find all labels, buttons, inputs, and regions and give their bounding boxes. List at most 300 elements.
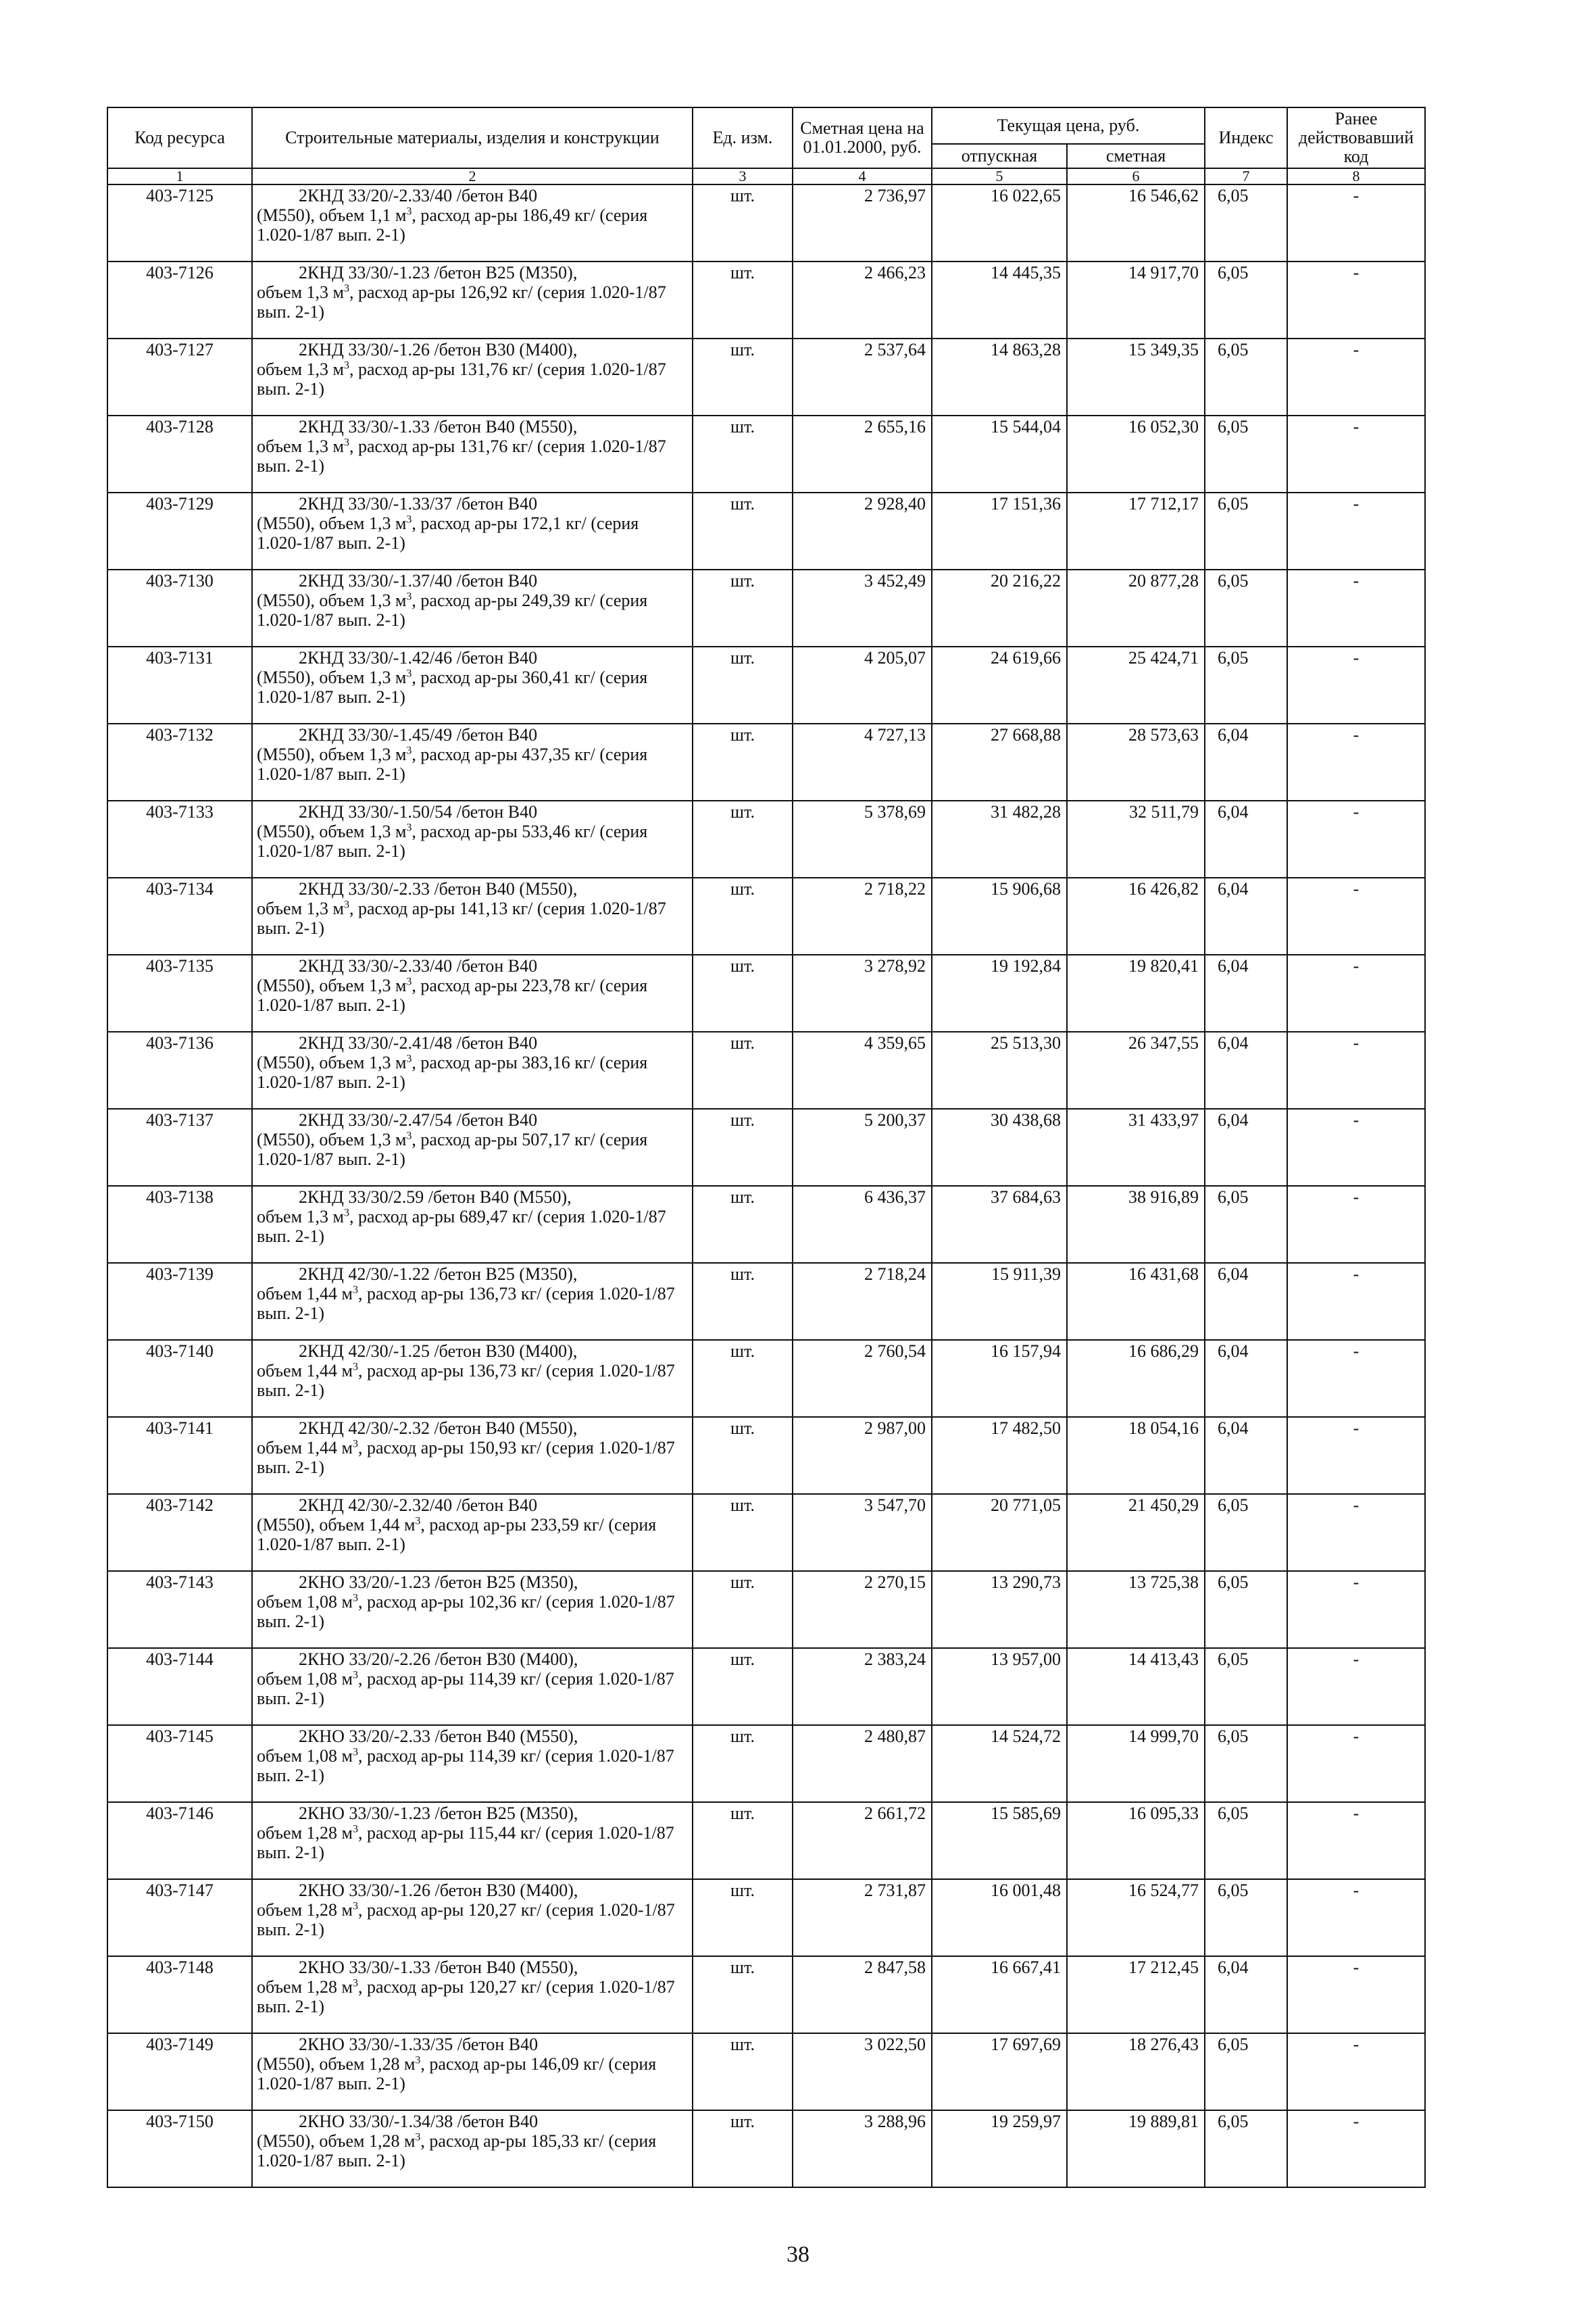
description-line-2: объем 1,28 м	[257, 1977, 353, 1997]
description-line-1: 2КНД 33/30/-1.26 /бетон В30 (М400),	[299, 340, 578, 359]
description-line-1: 2КНД 33/30/-1.42/46 /бетон В40	[299, 648, 538, 668]
unit-of-measure: шт.	[693, 1879, 793, 1956]
description-line-2: объем 1,44 м	[257, 1284, 353, 1303]
estimate-price: 17 212,45	[1067, 1956, 1205, 2033]
table-row	[107, 878, 1425, 955]
release-price: 16 022,65	[932, 184, 1067, 262]
description-rest: , расход ар-ры 533,46 кг/ (серия 1.020-1/87 вып. 2-1)	[257, 822, 648, 861]
previous-code: -	[1287, 724, 1425, 801]
description-rest: , расход ар-ры 172,1 кг/ (серия 1.020-1/87 вып. 2-1)	[257, 514, 639, 553]
material-description	[252, 801, 693, 878]
table-row	[107, 1340, 1425, 1417]
material-description	[252, 1186, 693, 1263]
price-index: 6,05	[1205, 1186, 1287, 1263]
table-body	[107, 184, 1425, 2187]
description-rest: , расход ар-ры 437,35 кг/ (серия 1.020-1/87 вып. 2-1)	[257, 745, 648, 784]
cubic-superscript: 3	[406, 514, 412, 526]
cubic-superscript: 3	[406, 976, 412, 988]
column-number-6: 6	[1067, 168, 1205, 184]
description-line-1: 2КНД 33/30/-1.50/54 /бетон В40	[299, 802, 538, 822]
cubic-superscript: 3	[406, 822, 412, 834]
unit-of-measure: шт.	[693, 1725, 793, 1802]
unit-of-measure: шт.	[693, 1571, 793, 1648]
previous-code: -	[1287, 2033, 1425, 2110]
price-index: 6,04	[1205, 1340, 1287, 1417]
description-line-2: объем 1,3 м	[257, 359, 344, 379]
header-previous-code: Ранее действовавший код	[1287, 107, 1425, 168]
description-line-1: 2КНД 33/30/2.59 /бетон В40 (М550),	[299, 1187, 572, 1207]
estimate-price: 17 712,17	[1067, 493, 1205, 570]
release-price: 13 957,00	[932, 1648, 1067, 1725]
unit-of-measure: шт.	[693, 493, 793, 570]
cubic-superscript: 3	[415, 1515, 421, 1527]
resource-code: 403-7145	[107, 1725, 252, 1802]
price-2000: 4 359,65	[793, 1032, 932, 1109]
table-row	[107, 493, 1425, 570]
estimate-price: 20 877,28	[1067, 570, 1205, 647]
material-description	[252, 1417, 693, 1494]
estimate-price: 15 349,35	[1067, 339, 1205, 416]
release-price: 16 001,48	[932, 1879, 1067, 1956]
unit-of-measure: шт.	[693, 1340, 793, 1417]
price-index: 6,05	[1205, 1494, 1287, 1571]
cubic-superscript: 3	[406, 668, 412, 680]
estimate-price: 16 524,77	[1067, 1879, 1205, 1956]
resource-price-table	[107, 107, 1426, 2188]
description-line-2: объем 1,3 м	[257, 1207, 344, 1226]
price-2000: 2 731,87	[793, 1879, 932, 1956]
cubic-superscript: 3	[343, 282, 349, 295]
previous-code: -	[1287, 262, 1425, 339]
previous-code: -	[1287, 1494, 1425, 1571]
description-line-1: 2КНД 42/30/-1.22 /бетон В25 (М350),	[299, 1264, 578, 1284]
description-rest: , расход ар-ры 126,92 кг/ (серия 1.020-1/87 вып. 2-1)	[257, 282, 666, 322]
description-line-1: 2КНД 33/30/-1.33/37 /бетон В40	[299, 494, 538, 514]
material-description	[252, 1494, 693, 1571]
price-index: 6,04	[1205, 724, 1287, 801]
price-2000: 2 661,72	[793, 1802, 932, 1879]
price-2000: 2 655,16	[793, 416, 932, 493]
material-description	[252, 1109, 693, 1186]
price-2000: 3 452,49	[793, 570, 932, 647]
table-row	[107, 2110, 1425, 2187]
material-description	[252, 570, 693, 647]
price-2000: 2 928,40	[793, 493, 932, 570]
table-row	[107, 1648, 1425, 1725]
estimate-price: 26 347,55	[1067, 1032, 1205, 1109]
release-price: 14 524,72	[932, 1725, 1067, 1802]
description-line-1: 2КНО 33/30/-1.33/35 /бетон В40	[299, 2035, 539, 2054]
description-rest: , расход ар-ры 383,16 кг/ (серия 1.020-1/87 вып. 2-1)	[257, 1053, 648, 1092]
cubic-superscript: 3	[352, 1284, 358, 1296]
price-index: 6,05	[1205, 1725, 1287, 1802]
estimate-price: 13 725,38	[1067, 1571, 1205, 1648]
release-price: 30 438,68	[932, 1109, 1067, 1186]
header-resource-code: Код ресурса	[107, 107, 252, 168]
previous-code: -	[1287, 1109, 1425, 1186]
price-2000: 4 727,13	[793, 724, 932, 801]
description-rest: , расход ар-ры 115,44 кг/ (серия 1.020-1/87 вып. 2-1)	[257, 1823, 674, 1862]
material-description	[252, 1956, 693, 2033]
release-price: 17 151,36	[932, 493, 1067, 570]
estimate-price: 16 426,82	[1067, 878, 1205, 955]
price-index: 6,05	[1205, 416, 1287, 493]
price-index: 6,04	[1205, 955, 1287, 1032]
description-line-1: 2КНО 33/30/-1.33 /бетон В40 (М550),	[299, 1958, 578, 1977]
previous-code: -	[1287, 1032, 1425, 1109]
price-index: 6,05	[1205, 1879, 1287, 1956]
estimate-price: 19 820,41	[1067, 955, 1205, 1032]
material-description	[252, 416, 693, 493]
unit-of-measure: шт.	[693, 339, 793, 416]
resource-code: 403-7125	[107, 184, 252, 262]
price-2000: 2 270,15	[793, 1571, 932, 1648]
resource-code: 403-7131	[107, 647, 252, 724]
cubic-superscript: 3	[415, 2131, 421, 2143]
price-index: 6,04	[1205, 1109, 1287, 1186]
previous-code: -	[1287, 1186, 1425, 1263]
estimate-price: 18 276,43	[1067, 2033, 1205, 2110]
description-line-2: (М550), объем 1,28 м	[257, 2054, 416, 2074]
description-line-2: объем 1,08 м	[257, 1669, 353, 1689]
description-line-1: 2КНД 33/30/-1.33 /бетон В40 (М550),	[299, 417, 578, 437]
resource-code: 403-7133	[107, 801, 252, 878]
previous-code: -	[1287, 493, 1425, 570]
material-description	[252, 878, 693, 955]
previous-code: -	[1287, 1571, 1425, 1648]
description-line-2: (М550), объем 1,1 м	[257, 205, 407, 225]
cubic-superscript: 3	[343, 437, 349, 449]
column-number-1: 1	[107, 168, 252, 184]
price-2000: 2 718,24	[793, 1263, 932, 1340]
table-row	[107, 1032, 1425, 1109]
previous-code: -	[1287, 1802, 1425, 1879]
unit-of-measure: шт.	[693, 1494, 793, 1571]
price-index: 6,05	[1205, 2110, 1287, 2187]
material-description	[252, 1879, 693, 1956]
description-rest: , расход ар-ры 136,73 кг/ (серия 1.020-1/87 вып. 2-1)	[257, 1361, 675, 1400]
unit-of-measure: шт.	[693, 1956, 793, 2033]
description-rest: , расход ар-ры 186,49 кг/ (серия 1.020-1/87 вып. 2-1)	[257, 205, 648, 245]
release-price: 20 771,05	[932, 1494, 1067, 1571]
description-line-2: (М550), объем 1,3 м	[257, 1053, 407, 1072]
release-price: 15 585,69	[932, 1802, 1067, 1879]
price-index: 6,05	[1205, 570, 1287, 647]
resource-code: 403-7140	[107, 1340, 252, 1417]
resource-code: 403-7149	[107, 2033, 252, 2110]
price-2000: 2 736,97	[793, 184, 932, 262]
description-rest: , расход ар-ры 141,13 кг/ (серия 1.020-1/87 вып. 2-1)	[257, 899, 666, 938]
price-index: 6,05	[1205, 1648, 1287, 1725]
unit-of-measure: шт.	[693, 955, 793, 1032]
header-index: Индекс	[1205, 107, 1287, 168]
unit-of-measure: шт.	[693, 647, 793, 724]
release-price: 20 216,22	[932, 570, 1067, 647]
table-row	[107, 1494, 1425, 1571]
material-description	[252, 1802, 693, 1879]
description-line-1: 2КНД 33/30/-1.37/40 /бетон В40	[299, 571, 538, 591]
price-index: 6,05	[1205, 647, 1287, 724]
release-price: 25 513,30	[932, 1032, 1067, 1109]
price-index: 6,05	[1205, 339, 1287, 416]
description-rest: , расход ар-ры 185,33 кг/ (серия 1.020-1/87 вып. 2-1)	[257, 2131, 657, 2170]
cubic-superscript: 3	[406, 591, 412, 603]
resource-code: 403-7129	[107, 493, 252, 570]
resource-code: 403-7126	[107, 262, 252, 339]
unit-of-measure: шт.	[693, 1032, 793, 1109]
estimate-price: 19 889,81	[1067, 2110, 1205, 2187]
table-row	[107, 1879, 1425, 1956]
cubic-superscript: 3	[352, 1746, 358, 1758]
cubic-superscript: 3	[352, 1977, 358, 1989]
material-description	[252, 262, 693, 339]
description-line-1: 2КНД 33/20/-2.33/40 /бетон В40	[299, 186, 538, 205]
price-index: 6,05	[1205, 184, 1287, 262]
cubic-superscript: 3	[406, 1053, 412, 1065]
material-description	[252, 2033, 693, 2110]
resource-code: 403-7146	[107, 1802, 252, 1879]
unit-of-measure: шт.	[693, 262, 793, 339]
description-line-2: (М550), объем 1,28 м	[257, 2131, 416, 2151]
table-row	[107, 801, 1425, 878]
previous-code: -	[1287, 570, 1425, 647]
header-current-price: Текущая цена, руб.	[932, 107, 1205, 144]
price-2000: 6 436,37	[793, 1186, 932, 1263]
resource-code: 403-7127	[107, 339, 252, 416]
resource-code: 403-7141	[107, 1417, 252, 1494]
previous-code: -	[1287, 1956, 1425, 2033]
description-rest: , расход ар-ры 150,93 кг/ (серия 1.020-1/87 вып. 2-1)	[257, 1438, 675, 1477]
table-row	[107, 184, 1425, 262]
description-line-2: (М550), объем 1,44 м	[257, 1515, 416, 1535]
release-price: 15 544,04	[932, 416, 1067, 493]
price-2000: 2 847,58	[793, 1956, 932, 2033]
table-row	[107, 1571, 1425, 1648]
description-line-2: (М550), объем 1,3 м	[257, 745, 407, 764]
table-row	[107, 570, 1425, 647]
release-price: 31 482,28	[932, 801, 1067, 878]
previous-code: -	[1287, 2110, 1425, 2187]
description-rest: , расход ар-ры 131,76 кг/ (серия 1.020-1/87 вып. 2-1)	[257, 437, 666, 476]
cubic-superscript: 3	[343, 359, 349, 372]
estimate-price: 16 546,62	[1067, 184, 1205, 262]
price-index: 6,04	[1205, 1032, 1287, 1109]
description-line-2: объем 1,08 м	[257, 1592, 353, 1612]
release-price: 37 684,63	[932, 1186, 1067, 1263]
description-line-2: объем 1,44 м	[257, 1361, 353, 1380]
release-price: 27 668,88	[932, 724, 1067, 801]
description-line-1: 2КНД 42/30/-2.32 /бетон В40 (М550),	[299, 1418, 578, 1438]
column-number-5: 5	[932, 168, 1067, 184]
estimate-price: 38 916,89	[1067, 1186, 1205, 1263]
resource-code: 403-7138	[107, 1186, 252, 1263]
release-price: 14 445,35	[932, 262, 1067, 339]
material-description	[252, 724, 693, 801]
table-row	[107, 1802, 1425, 1879]
resource-code: 403-7144	[107, 1648, 252, 1725]
description-rest: , расход ар-ры 146,09 кг/ (серия 1.020-1/87 вып. 2-1)	[257, 2054, 657, 2093]
description-rest: , расход ар-ры 249,39 кг/ (серия 1.020-1/87 вып. 2-1)	[257, 591, 648, 630]
description-line-1: 2КНД 42/30/-2.32/40 /бетон В40	[299, 1495, 538, 1515]
release-price: 19 259,97	[932, 2110, 1067, 2187]
previous-code: -	[1287, 1417, 1425, 1494]
previous-code: -	[1287, 1648, 1425, 1725]
table-row	[107, 1725, 1425, 1802]
price-2000: 2 760,54	[793, 1340, 932, 1417]
estimate-price: 18 054,16	[1067, 1417, 1205, 1494]
description-line-2: (М550), объем 1,3 м	[257, 591, 407, 610]
table-row	[107, 339, 1425, 416]
material-description	[252, 1725, 693, 1802]
previous-code: -	[1287, 1879, 1425, 1956]
description-rest: , расход ар-ры 114,39 кг/ (серия 1.020-1/87 вып. 2-1)	[257, 1669, 674, 1708]
release-price: 14 863,28	[932, 339, 1067, 416]
resource-code: 403-7139	[107, 1263, 252, 1340]
unit-of-measure: шт.	[693, 2033, 793, 2110]
description-line-2: (М550), объем 1,3 м	[257, 976, 407, 995]
estimate-price: 31 433,97	[1067, 1109, 1205, 1186]
release-price: 24 619,66	[932, 647, 1067, 724]
price-index: 6,04	[1205, 801, 1287, 878]
table-row	[107, 1109, 1425, 1186]
price-index: 6,04	[1205, 878, 1287, 955]
unit-of-measure: шт.	[693, 878, 793, 955]
cubic-superscript: 3	[406, 205, 412, 218]
cubic-superscript: 3	[352, 1438, 358, 1450]
previous-code: -	[1287, 184, 1425, 262]
description-line-1: 2КНО 33/20/-2.33 /бетон В40 (М550),	[299, 1726, 578, 1746]
resource-code: 403-7136	[107, 1032, 252, 1109]
description-rest: , расход ар-ры 233,59 кг/ (серия 1.020-1/87 вып. 2-1)	[257, 1515, 657, 1554]
unit-of-measure: шт.	[693, 2110, 793, 2187]
cubic-superscript: 3	[352, 1900, 358, 1912]
material-description	[252, 1340, 693, 1417]
header-price-2000: Сметная цена на 01.01.2000, руб.	[793, 107, 932, 168]
description-rest: , расход ар-ры 223,78 кг/ (серия 1.020-1/87 вып. 2-1)	[257, 976, 648, 1015]
price-index: 6,05	[1205, 493, 1287, 570]
previous-code: -	[1287, 1263, 1425, 1340]
unit-of-measure: шт.	[693, 1186, 793, 1263]
price-2000: 3 278,92	[793, 955, 932, 1032]
unit-of-measure: шт.	[693, 1109, 793, 1186]
previous-code: -	[1287, 647, 1425, 724]
header-unit: Ед. изм.	[693, 107, 793, 168]
price-2000: 2 466,23	[793, 262, 932, 339]
resource-code: 403-7143	[107, 1571, 252, 1648]
description-line-2: (М550), объем 1,3 м	[257, 668, 407, 687]
resource-code: 403-7134	[107, 878, 252, 955]
release-price: 13 290,73	[932, 1571, 1067, 1648]
material-description	[252, 2110, 693, 2187]
description-line-1: 2КНО 33/20/-2.26 /бетон В30 (М400),	[299, 1649, 578, 1669]
price-2000: 2 383,24	[793, 1648, 932, 1725]
price-index: 6,04	[1205, 1956, 1287, 2033]
table-row	[107, 724, 1425, 801]
resource-code: 403-7132	[107, 724, 252, 801]
description-line-2: объем 1,3 м	[257, 899, 344, 918]
estimate-price: 16 095,33	[1067, 1802, 1205, 1879]
description-rest: , расход ар-ры 360,41 кг/ (серия 1.020-1/87 вып. 2-1)	[257, 668, 648, 707]
description-rest: , расход ар-ры 689,47 кг/ (серия 1.020-1/87 вып. 2-1)	[257, 1207, 666, 1246]
resource-code: 403-7142	[107, 1494, 252, 1571]
cubic-superscript: 3	[352, 1823, 358, 1835]
price-index: 6,05	[1205, 1802, 1287, 1879]
previous-code: -	[1287, 878, 1425, 955]
description-line-1: 2КНО 33/30/-1.23 /бетон В25 (М350),	[299, 1803, 578, 1823]
cubic-superscript: 3	[352, 1592, 358, 1604]
material-description	[252, 493, 693, 570]
description-line-1: 2КНД 33/30/-2.33 /бетон В40 (М550),	[299, 879, 578, 899]
unit-of-measure: шт.	[693, 1417, 793, 1494]
estimate-price: 25 424,71	[1067, 647, 1205, 724]
table-row	[107, 2033, 1425, 2110]
description-rest: , расход ар-ры 136,73 кг/ (серия 1.020-1/87 вып. 2-1)	[257, 1284, 675, 1323]
price-2000: 2 480,87	[793, 1725, 932, 1802]
description-line-1: 2КНО 33/30/-1.26 /бетон В30 (М400),	[299, 1881, 578, 1900]
price-2000: 5 200,37	[793, 1109, 932, 1186]
description-line-2: (М550), объем 1,3 м	[257, 1130, 407, 1149]
table-row	[107, 262, 1425, 339]
resource-code: 403-7150	[107, 2110, 252, 2187]
description-line-2: объем 1,28 м	[257, 1823, 353, 1843]
resource-code: 403-7128	[107, 416, 252, 493]
price-2000: 5 378,69	[793, 801, 932, 878]
estimate-price: 16 686,29	[1067, 1340, 1205, 1417]
previous-code: -	[1287, 1340, 1425, 1417]
description-rest: , расход ар-ры 102,36 кг/ (серия 1.020-1/87 вып. 2-1)	[257, 1592, 675, 1631]
description-line-2: объем 1,3 м	[257, 282, 344, 302]
price-2000: 3 022,50	[793, 2033, 932, 2110]
table-row	[107, 1263, 1425, 1340]
material-description	[252, 1263, 693, 1340]
price-2000: 3 288,96	[793, 2110, 932, 2187]
estimate-price: 28 573,63	[1067, 724, 1205, 801]
previous-code: -	[1287, 955, 1425, 1032]
description-line-1: 2КНД 33/30/-2.47/54 /бетон В40	[299, 1110, 538, 1130]
description-line-2: объем 1,08 м	[257, 1746, 353, 1766]
description-line-1: 2КНД 33/30/-2.33/40 /бетон В40	[299, 956, 538, 976]
release-price: 17 482,50	[932, 1417, 1067, 1494]
unit-of-measure: шт.	[693, 570, 793, 647]
column-number-4: 4	[793, 168, 932, 184]
estimate-price: 16 052,30	[1067, 416, 1205, 493]
price-2000: 2 987,00	[793, 1417, 932, 1494]
unit-of-measure: шт.	[693, 1802, 793, 1879]
estimate-price: 16 431,68	[1067, 1263, 1205, 1340]
price-2000: 3 547,70	[793, 1494, 932, 1571]
table-row	[107, 416, 1425, 493]
price-2000: 2 537,64	[793, 339, 932, 416]
cubic-superscript: 3	[343, 1207, 349, 1219]
column-number-8: 8	[1287, 168, 1425, 184]
description-line-1: 2КНО 33/20/-1.23 /бетон В25 (М350),	[299, 1572, 578, 1592]
description-rest: , расход ар-ры 114,39 кг/ (серия 1.020-1/87 вып. 2-1)	[257, 1746, 674, 1785]
header-estimate-price: сметная	[1067, 144, 1205, 168]
resource-code: 403-7147	[107, 1879, 252, 1956]
estimate-price: 14 999,70	[1067, 1725, 1205, 1802]
material-description	[252, 184, 693, 262]
header-materials: Строительные материалы, изделия и конструкции	[252, 107, 693, 168]
unit-of-measure: шт.	[693, 416, 793, 493]
estimate-price: 21 450,29	[1067, 1494, 1205, 1571]
price-index: 6,04	[1205, 1263, 1287, 1340]
release-price: 17 697,69	[932, 2033, 1067, 2110]
cubic-superscript: 3	[406, 1130, 412, 1142]
description-line-1: 2КНД 33/30/-1.45/49 /бетон В40	[299, 725, 538, 745]
resource-code: 403-7137	[107, 1109, 252, 1186]
estimate-price: 14 413,43	[1067, 1648, 1205, 1725]
unit-of-measure: шт.	[693, 1648, 793, 1725]
